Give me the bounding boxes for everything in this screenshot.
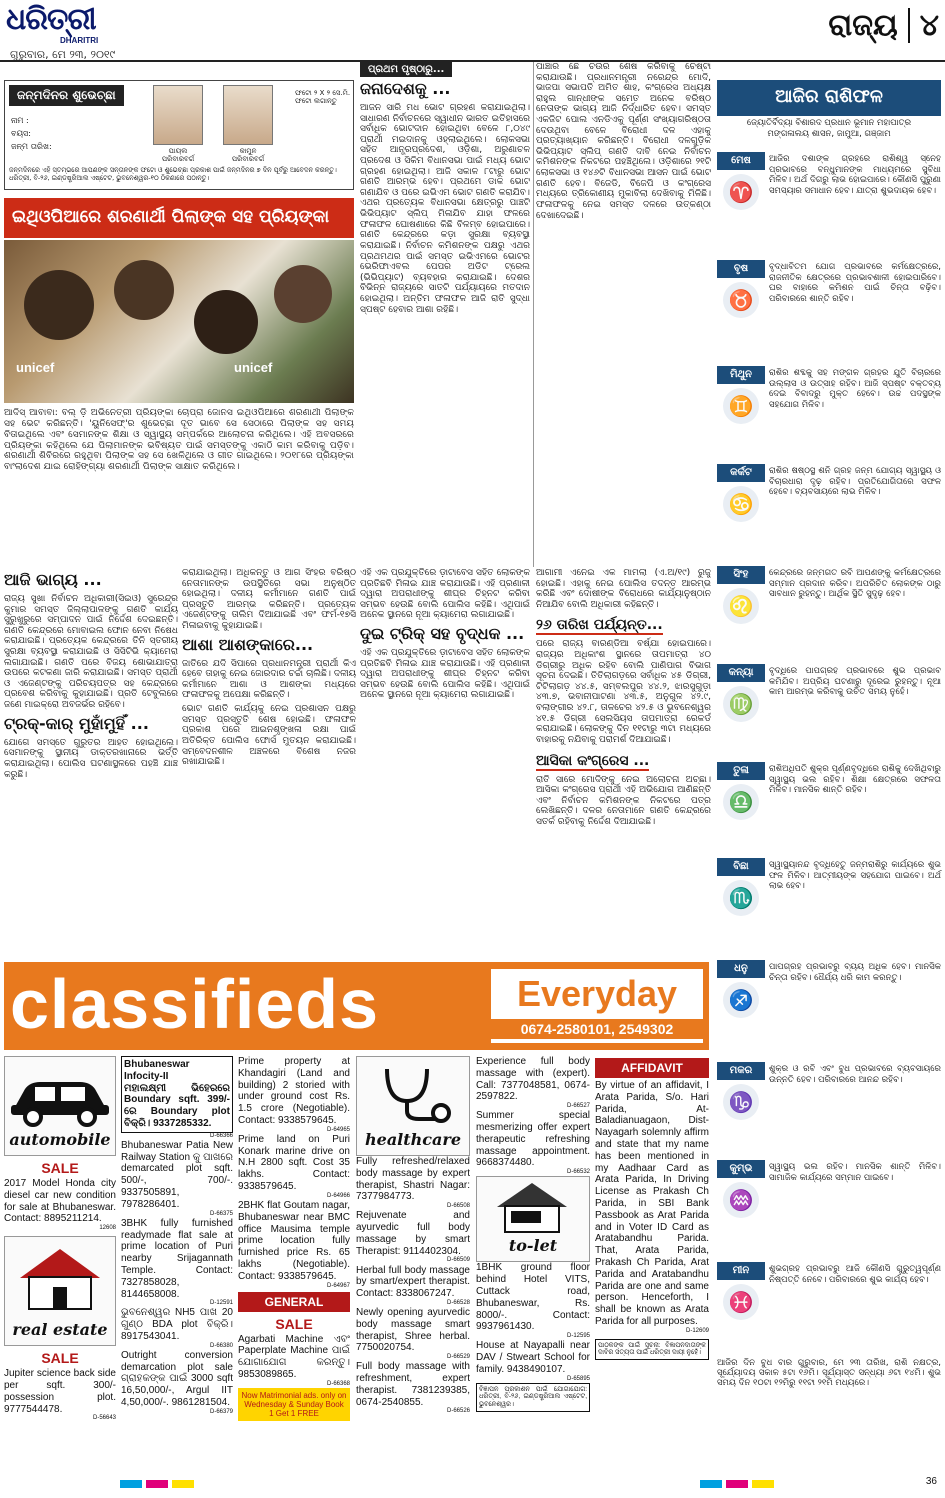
automobile-label: automobile (9, 1130, 111, 1149)
ad-code: D-64965 (326, 1126, 350, 1133)
sign-simha (717, 566, 941, 662)
sign-name: ତୁଳା (717, 762, 765, 780)
continued-column-2 (536, 62, 711, 567)
classified-column-1 (4, 1056, 116, 1476)
story-heading-truck-car: ଟ୍ରକ୍-କାର୍ ମୁହାଁମୁହିଁ ... (4, 713, 149, 733)
newspaper-logo: ଧରିତ୍ରୀ (6, 2, 96, 37)
ad-code: D-66375 (209, 1210, 233, 1217)
ad-code: D-66528 (446, 1299, 470, 1306)
classifieds-banner (4, 962, 709, 1050)
ad-code: D-66529 (446, 1354, 470, 1361)
classified-column-5 (476, 1056, 590, 1476)
kid-photo-2 (223, 85, 273, 145)
birthday-title: ଜନ୍ମଦିନର ଶୁଭେଚ୍ଛା (9, 85, 124, 106)
sagittarius-icon: ♐ (723, 982, 759, 1018)
story-body-aska: ରାତି ସାରେ ମୋଦିଙ୍କୁ ନେଇ ଅଲୋଚନା ଅଚ୍ଛା। ଆସିକା କଂଗ୍ରେସ ପ୍ରାର୍ଥୀ ଏହି ଅଭିଯୋଗ ଆଣିଛନ୍ତି ଏବଂ ନିର୍ବାଚନ କମିଶନଙ୍କ ନିକଟରେ ପତ୍ର ଲେଖିଛନ୍ତି। ଦଳର ନେତାମାନେ ଗଣତି କେନ୍ଦ୍ରରେ ସତର୍କ ରହିବାକୁ ନିର୍ଦ୍ଦେଶ ଦିଆଯାଇଛି। (536, 774, 711, 827)
ad-affidavit: By virtue of an affidavit, I Arata Parida, S/o. Hari Parida, At-Baladianuagaon, Dist-Nayagarh solemnly affirm and state that my name has been mentioned in my Aadhaar Card as Arata Parida, In Driving License as Prakash Ch Parida, in SBI Bank Passbook as Arat Parida and in Voter ID Card as Aratabandhu Parida. That, Arata Parida, Prakash Ch Parida, Arat Parida and Aratabandhu Parida are one and same person. Henceforth, I shall be known as Arata Parida for all purposes. (595, 1080, 709, 1327)
ad-conversion-plot: Outright conversion demarcation plot sale ଗ୍ରାହକଙ୍କ ପାଇଁ 3000 sqft 16,50,000/-, Argul IIT 4,50,000/-. 9861281504. (121, 1349, 233, 1409)
ad-jupiter-plot: Jupiter science back side per sqft. 300/- possession plot. 9777544478. (4, 1368, 116, 1415)
capricorn-icon: ♑ (723, 1084, 759, 1120)
ad-massage-4: Newly opening ayurvedic body massage smart therapist, Shree herbal. 7750020754. (356, 1307, 470, 1354)
sign-text: ବୃଦ୍ଧିରେ ପାପଗ୍ରହ ପ୍ରଭାବରେ ଶୁଭ ପ୍ରଭାବ କମିଯିବ। ଅପ୍ରିୟ ଘଟଣାରୁ ଦୂରେଇ ରୁହନ୍ତୁ। ନୂଆ କାମ ଆରମ୍ଭ କରିବାକୁ ଉଚିତ ସମୟ ନୁହେଁ। (769, 666, 941, 698)
story-body-dui-trick: ଏହି ଏକ ପ୍ରଯୁକ୍ତିରେ ଡ଼ାଟାବେସ ସହିତ ଲୋକଙ୍କ ପ୍ରତିଛବି ମିଳାଇ ଯାଞ୍ଚ କରାଯାଉଛି। ଏହି ପ୍ରଣାଳୀ ଦ୍ୱାରା ଅପରାଧୀଙ୍କୁ ଶୀଘ୍ର ଚିହ୍ନଟ କରିବା ସମ୍ଭବ ହେଉଛି ବୋଲି ପୋଲିସ କହିଛି। ଏଥିପାଇଁ ଅନେକ ସ୍ଥାନରେ ନୂଆ କ୍ୟାମେରା ଲଗାଯାଇଛି। (360, 648, 530, 701)
story-body-col4: ଆଗାମୀ ଏନେଇ ଏକ ମାମଲା (ଏ.ଅ/୧୯) ରୁଜୁ ହୋଇଛି। ଏହାକୁ ନେଇ ପୋଲିସ ତଦନ୍ତ ଆରମ୍ଭ କରିଛି ଏବଂ ଦୋଷୀଙ୍କ ବିରୋଧରେ କାର୍ଯ୍ୟାନୁଷ୍ଠାନ ନିଆଯିବ ବୋଲି ଅଧିକାରୀ କହିଛନ୍ତି। (536, 568, 711, 610)
classified-column-4 (356, 1056, 470, 1476)
to-let-image (476, 1176, 590, 1262)
ad-puri-konark: Prime land on Puri Konark marine drive on N.H 2800 sqft. Cost 35 lakhs. Contact: 9338579645. (238, 1133, 350, 1193)
lead-headline: ଇଥିଓପିଆରେ ଶରଣାର୍ଥୀ ପିଲାଙ୍କ ସହ ପ୍ରିୟଙ୍କା (4, 198, 354, 238)
birthday-field-dob: ଜନ୍ମ ତାରିଖ: (11, 141, 52, 151)
healthcare-label: healthcare (365, 1130, 461, 1149)
stethoscope-icon (357, 1061, 467, 1125)
section-page-number: ୪ (919, 7, 939, 43)
lead-photo (4, 240, 354, 403)
rashifal-intro: ଜ୍ୟୋତିର୍ବିଦ୍ୟା ବିଶାରଦ ପ୍ରଧାନ ଭୂମାନ ମହାପାତ୍ର ମଙ୍ଗଳାଲୟ ଶାସନ, ଜାମୁଆ, ଗଞ୍ଜାମ (746, 118, 912, 140)
pisces-icon: ♓ (723, 1284, 759, 1320)
section-name: ରାଜ୍ୟ (828, 8, 909, 43)
story-body-26-date: ପରେ ରାଜ୍ୟ ବାରଣ୍ଡିଆ ବର୍ଷ୍ଯା ହୋଇପାରେ। ରାଜ୍ୟର ଅଧିକାଂଶ ସ୍ଥାନରେ ତାପମାତ୍ରା ୪୦ ଡିଗ୍ରୀରୁ ଅଧିକ ରହିବ ବୋଲି ପାଣିପାଗ ବିଭାଗ ସୂଚନା ଦେଇଛି। ତିତିଲାଗଡ଼ରେ ସର୍ବାଧିକ ୪୫ ଡିଗ୍ରୀ, ଟିଟିଲାଗଡ଼ ୪୪.୫, ସମ୍ବଲପୁର ୪୪.୨, ଝାରସୁଗୁଡ଼ା ୪୩.୭, ଭବାନୀପାଟଣା ୪୩.୫, ଅନୁଗୁଳ ୪୨.୯, ବଲାଙ୍ଗୀର ୪୨.୮, ତାଳଚେର ୪୨.୫ ଓ ଭୁବନେଶ୍ୱର ୪୧.୫ ଡିଗ୍ରୀ ସେଲସିୟସ ତାପମାତ୍ରା ରେକର୍ଡ କରାଯାଇଛି। ଲୋକଙ୍କୁ ଦିନ ୧୧ଟାରୁ ୩ଟା ମଧ୍ୟରେ ବାହାରକୁ ନଯିବାକୁ ପରାମର୍ଶ ଦିଆଯାଇଛି। (536, 639, 711, 745)
unicef-shirt-text-2: unicef (234, 360, 273, 375)
ad-1bhk: 1BHK ground floor behind Hotel VITS, Cuttack road, Bhubaneswar, Rs. 8000/-. Contact: 9937961430. (476, 1262, 590, 1333)
story-body-col3: ଏହି ଏକ ପ୍ରଯୁକ୍ତିରେ ଡ଼ାଟାବେସ ସହିତ ଲୋକଙ୍କ ପ୍ରତିଛବି ମିଳାଇ ଯାଞ୍ଚ କରାଯାଉଛି। ଏହି ପ୍ରଣାଳୀ ଦ୍ୱାରା ଅପରାଧୀଙ୍କୁ ଶୀଘ୍ର ଚିହ୍ନଟ କରିବା ସମ୍ଭବ ହେଉଛି ବୋଲି ପୋଲିସ କହିଛି। ଏଥିପାଇଁ ଅନେକ ସ୍ଥାନରେ ନୂଆ କ୍ୟାମେରା ଲଗାଯାଇଛି। (360, 568, 530, 621)
libra-icon: ♎ (723, 784, 759, 820)
sign-text: ସ୍ୱାସ୍ଥ୍ୟ ଭଲ ରହିବ। ମାନସିକ ଶାନ୍ତି ମିଳିବ। ସାମାଜିକ କାର୍ଯ୍ୟରେ ସମ୍ମାନ ପାଇବେ। (769, 1162, 941, 1183)
lower-column-2 (182, 568, 356, 958)
rashifal-footer-text: ଆଜିର ଦିନ ବୁଧ ବାର ଗୁରୁବାର, ମେ ୨୩ ତାରିଖ, ରାଶି ନକ୍ଷତ୍ର, ସୂର୍ଯ୍ୟୋଦୟ ସକାଳ ୫ଟା ୧୬ମି। ସୂର୍ଯ୍ୟାସ୍ତ ସନ୍ଧ୍ୟା ୬ଟା ୧୪ମି। ଶୁଭ ସମୟ ଦିନ ୧୦ଟା ୧୨ମିରୁ ୧୧ଟା ୨୧ମି ମଧ୍ୟରେ। (717, 1358, 941, 1389)
masthead (0, 0, 945, 62)
ad-massage-7: Summer special mesmerizing offer expert therapeutic refreshing massage appointment. 9668374480. (476, 1110, 590, 1169)
sale-label: SALE (41, 1350, 79, 1367)
ad-khandagiri: Prime property at Khandagiri (Land and building) 2 storied with under ground cost Rs. 1.5 crore (Negotiable). Contact: 9338579645. (238, 1056, 350, 1126)
folio-number: 36 (925, 1476, 937, 1487)
ad-honda-city: 2017 Model Honda city diesel car new condition for sale at Bhubaneswar. Contact: 8895211214. (4, 1178, 116, 1225)
sign-name: ସିଂହ (717, 566, 765, 584)
leo-icon: ♌ (723, 588, 759, 624)
sign-dhanu (717, 960, 941, 1060)
story-body-col2-b: ଭୋଟ ଗଣତି କାର୍ଯ୍ୟକୁ ନେଇ ପ୍ରଶାସନ ପକ୍ଷରୁ ସମସ୍ତ ପ୍ରସ୍ତୁତି ଶେଷ ହୋଇଛି। ଫଳାଫଳ ପ୍ରକାଶ ପରେ ଆଇନଶୃଙ୍ଖଳା ରକ୍ଷା ପାଇଁ ଅତିରିକ୍ତ ପୋଲିସ ଫୋର୍ସ ମୁତୟନ କରାଯାଇଛି। ସମ୍ବେଦନଶୀଳ ଅଞ୍ଚଳରେ ବିଶେଷ ନଜର ରଖାଯାଇଛି। (182, 704, 356, 768)
ad-code: D-56643 (92, 1415, 116, 1422)
birthday-field-name: ନାମ : (11, 116, 29, 125)
ad-code: D-64967 (326, 1282, 350, 1289)
sign-text: ପାପଗ୍ରହ ପ୍ରଭାବରୁ ବ୍ୟୟ ଅଧିକ ହେବ। ମାନସିକ ଚିନ୍ତା ରହିବ। ଧୈର୍ଯ୍ୟ ଧରି କାମ କରନ୍ତୁ। (769, 962, 941, 983)
sign-kanya (717, 664, 941, 760)
column-rule (533, 62, 534, 567)
ad-contact-box: ବିଜ୍ଞାପନ ପ୍ରକାଶନ ପାଇଁ ଯୋଗାଯୋଗ: ଧରିତ୍ରୀ, ବି-୨୬, ଇଣ୍ଡଷ୍ଟ୍ରିଆଲ ଏଷ୍ଟେଟ, ଭୁବନେଶ୍ୱର। (476, 1383, 590, 1412)
registration-mark-magenta (726, 1480, 748, 1488)
sign-kumbha (717, 1160, 941, 1256)
real-estate-label: real estate (12, 1320, 108, 1340)
story-body-col2: କରାଯାଇଥିଲା। ଅଧିକନ୍ତୁ ଓ ଆଗ ସିଂହର ବରିଷ୍ଠ ନେତାମାନଙ୍କ ଉପସ୍ଥିତିରେ ସଭା ଅନୁଷ୍ଠିତ ହୋଇଥିଲା। ଦଳୀୟ କର୍ମୀମାନେ ଗଣତି ପାଇଁ ପ୍ରସ୍ତୁତି ଆରମ୍ଭ କରିଛନ୍ତି। ପ୍ରତ୍ୟେକ ଏଜେଣ୍ଟଙ୍କୁ ତାଲିମ ଦିଆଯାଇଛି ଏବଂ ଫର୍ମ-୧୭ସି ମିଳାଇବାକୁ କୁହାଯାଇଛି। (182, 568, 356, 632)
gemini-icon: ♊ (723, 388, 759, 424)
cancer-icon: ♋ (723, 486, 759, 522)
kid-caption-2: କାମୁନ ପରିବାରବର୍ଗ (231, 147, 265, 164)
lead-body-text: ଆଦିସ୍ ଆବାବା: ବଲ୍ ଡ଼ି ଅଭିନେତ୍ରୀ ପ୍ରିୟଙ୍କା ଚୋପ୍ରା ଜୋନସ ଇଥିଓପିଆରେ ଶରଣାର୍ଥୀ ପିଲାଙ୍କ ସହ ଭେଟ କରିଛନ୍ତି। 'ୟୁନିସେଫ୍'ର ଶୁଭେଚ୍ଛା ଦୂତ ଭାବେ ସେ ସେଠାରେ ପିଲାଙ୍କ ସହ ସମୟ ବିତାଇଥିଲେ ଏବଂ ସେମାନଙ୍କ ଶିକ୍ଷା ଓ ସ୍ୱାସ୍ଥ୍ୟ ସମ୍ପର୍କରେ ଆଲୋଚନା କରିଥିଲେ। ଏହି ଅବସରରେ ପ୍ରିୟଙ୍କା କହିଥିଲେ ଯେ ପିଲାମାନଙ୍କ ଭବିଷ୍ୟତ ପାଇଁ ସମସ୍ତଙ୍କୁ ଏକାଠି କାମ କରିବାକୁ ପଡ଼ିବ। ଶରଣାର୍ଥୀ ଶିବିରରେ ରହୁଥିବା ପିଲାଙ୍କ ସହ ସେ ଖେଳିଥିଲେ ଓ ଗୀତ ଗାଇଥିଲେ। ୨୦୧୮ରେ ପ୍ରିୟଙ୍କା ବାଂଲାଦେଶ ଯାଇ ରୋହିଙ୍ଗ୍ୟା ଶରଣାର୍ଥୀ ପିଲାଙ୍କ ସାକ୍ଷାତ କରିଥିଲେ। (4, 408, 354, 473)
story-heading-janadesh: ଜନାଦେଶକୁ ... (360, 79, 451, 98)
story-body-janadesh-cont: ପାଞ୍ଚାର ଛେ ଚଉର ଶେଷ କରିବାକୁ ଚେଷ୍ଟା କରାଯାଉଛି। ପ୍ରଧାନମନ୍ତ୍ରୀ ନରେନ୍ଦ୍ର ମୋଦି, ଭାଜପା ସଭାପତି ଅମିତ ଶାହ, କଂଗ୍ରେସ ଅଧ୍ୟକ୍ଷ ରାହୁଲ ଗାନ୍ଧୀଙ୍କ ସମେତ ଅନେକ ବରିଷ୍ଠ ନେତାଙ୍କ ଭାଗ୍ୟ ଆଜି ନିର୍ଦ୍ଧାରିତ ହେବ। ସମସ୍ତ ଏକଜିଟ ପୋଲ ଏନଡିଏକୁ ପୂର୍ଣ୍ଣ ସଂଖ୍ୟାଗରିଷ୍ଠତା ଦେଉଥିବା ବେଳେ ବିରୋଧୀ ଦଳ ଏହାକୁ ପ୍ରତ୍ୟାଖ୍ୟାନ କରିଛନ୍ତି। ବିରୋଧୀ ଦଳଗୁଡ଼ିକ ଭିଭିପ୍ୟାଟ ସ୍ଲିପ୍ ଗଣତି ଦାବି ନେଇ ନିର୍ବାଚନ କମିଶନଙ୍କ ନିକଟରେ ପହଞ୍ଚିଥିଲେ। ଓଡ଼ିଶାରେ ୨୧ଟି ଲୋକସଭା ଓ ୧୪୬ଟି ବିଧାନସଭା ଆସନ ପାଇଁ ଭୋଟ ଗଣତି ହେବ। ବିଜେଡି, ବିଜେପି ଓ କଂଗ୍ରେସ ମଧ୍ୟରେ ତ୍ରିକୋଣୀୟ ମୁକାବିଲା ଦେଖିବାକୁ ମିଳିଛି। ଫଳାଫଳକୁ ନେଇ ସମସ୍ତ ଦଳରେ ଉତ୍କଣ୍ଠା ଦେଖାଦେଇଛି। (536, 62, 711, 221)
lower-column-4 (536, 568, 711, 958)
sign-name: ମୀନ (717, 1262, 765, 1280)
sign-name: କୁମ୍ଭ (717, 1160, 765, 1178)
sign-text: ସ୍ୱାସ୍ଥ୍ୟାନନ୍ଦ ବୃଦ୍ଧିହେତୁ ଜନ୍ମରାଶିରୁ କାର୍ଯ୍ୟରେ ଶୁଭ ଫଳ ମିଳିବ। ଆତ୍ମୀୟଙ୍କ ସହଯୋଗ ପାଇବେ। ଅର୍ଥ ଲାଭ ହେବ। (769, 860, 941, 892)
kid-caption-1: ପାୟଲ ପରିବାରବର୍ଗ (161, 147, 195, 164)
sign-brusha (717, 260, 941, 364)
ad-code: D-66366 (209, 1132, 233, 1139)
registration-mark-magenta (146, 1480, 168, 1488)
sign-name: ମିଥୁନ (717, 366, 765, 384)
ad-title-infocity: Bhubaneswar Infocity-II (124, 1059, 190, 1082)
virgo-icon: ♍ (723, 686, 759, 722)
story-body-truck-car: ଯୋଗେ ସମସ୍ତେ ଗୁରୁତର ଆହତ ହୋଇଥିଲେ। ସେମାନଙ୍କୁ ସ୍ଥାନୀୟ ଡାକ୍ତରଖାନାରେ ଭର୍ତ୍ତି କରାଯାଇଥିଲା। ପୋଲିସ ଘଟଣାସ୍ଥଳରେ ପହଞ୍ଚି ଯାଞ୍ଚ କରୁଛି। (4, 737, 178, 780)
sign-text: ବୃଦ୍ଧାବିତମ ଯୋଗ ପ୍ରଭାବରେ କର୍ମକ୍ଷେତ୍ରରେ, ରାଜନୀତିକ କ୍ଷେତ୍ରରେ ପ୍ରଭାବଶାଳୀ ହୋଇପାରିବେ। ଘର ବାହାରେ କମିଶନ ପାଇଁ ଚିନ୍ତା ବଢ଼ିବ। ପରିବାରରେ ଶାନ୍ତି ରହିବ। (769, 262, 941, 305)
classifieds-word: classifieds (10, 965, 379, 1043)
classified-column-3 (238, 1056, 350, 1476)
to-let-label: to-let (508, 1236, 558, 1256)
ad-code: 12608 (99, 1225, 116, 1232)
sign-karkata (717, 464, 941, 560)
ad-agarbati: Agarbati Machine ଏବଂ Paperplate Machine ପାଇଁ ଯୋଗାଯୋଗ କରନ୍ତୁ। 9853089865. (238, 1333, 350, 1380)
sign-text: ଶୁକ୍ର ଓ ରବି ଏବଂ ବୁଧ ପ୍ରଭାବରେ ବ୍ୟବସାୟରେ ଉନ୍ନତି ହେବ। ପରିବାରରେ ଆନନ୍ଦ ରହିବ। (769, 1064, 941, 1085)
story-heading-asha: ଆଶା ଆଶଙ୍କାରେ... (182, 634, 314, 654)
sign-name: ମେଷ (717, 152, 765, 170)
aries-icon: ♈ (723, 174, 759, 210)
ad-code: D-64966 (326, 1192, 350, 1199)
rashifal-footer (717, 1358, 941, 1470)
ad-code: D-12609 (685, 1327, 709, 1334)
sign-makara (717, 1062, 941, 1158)
sign-name: କର୍କଟ (717, 464, 765, 482)
ad-box-infocity (121, 1056, 233, 1133)
story-body-asha: ଜାତିରେ ଯଦି ସିପାରେ ପ୍ରଧାନମନ୍ତ୍ରୀ ପ୍ରାର୍ଥୀ କିଏ ହେବେ ତାହାକୁ ନେଇ ଜୋରଦାର ଚର୍ଚ୍ଚା ଚାଲିଛି। ଦଳୀୟ କର୍ମୀମାନେ ଆଶା ଓ ଆଶଙ୍କା ମଧ୍ୟରେ ଫଳାଫଳକୁ ଅପେକ୍ଷା କରିଛନ୍ତି। (182, 658, 356, 701)
general-heading: GENERAL (238, 1292, 350, 1312)
ad-code: D-65895 (566, 1375, 590, 1382)
to-let-house-icon (477, 1179, 587, 1235)
taurus-icon: ♉ (723, 282, 759, 318)
sign-name: ବିଛା (717, 858, 765, 876)
ad-massage-1: Fully refreshed/relaxed body massage by expert therapist, Shastri Nagar: 7377984773. (356, 1156, 470, 1203)
story-body-janadesh: ଆଜନ ସାରି ମଧ ଭୋଟ ଗ୍ରହଣ କରାଯାଇଥିଲା। ସାଧାରଣ ନିର୍ବାଚନରେ ସ୍ୱାଧୀନ ଭାରତ ଇତିହାସରେ ସର୍ବାଧିକ ଭୋଟଦାନ ହୋଇଥିବା ବେଳେ ୮,୦୪୯ ପ୍ରାର୍ଥୀ ମଇଦାନକୁ ଓହ୍ଲାଇଥିଲେ। ଲୋକସଭା ସହିତ ଆନ୍ଧ୍ରପ୍ରଦେଶ, ଓଡ଼ିଶା, ଅରୁଣାଚଳ ପ୍ରଦେଶ ଓ ସିକିମ ବିଧାନସଭା ପାଇଁ ମଧ୍ୟ ଭୋଟ ଗ୍ରହଣ ହୋଇଥିଲା। ଆଜି ସକାଳ ୮ଟାରୁ ଭୋଟ ଗଣତି ଆରମ୍ଭ ହେବ। ପ୍ରଥମେ ଡାକ ଭୋଟ ଗଣାଯିବ ଓ ପରେ ଇଭିଏମ ଭୋଟ ଗଣତି କରାଯିବ। ଏଥର ପ୍ରତ୍ୟେକ ବିଧାନସଭା କ୍ଷେତ୍ରରୁ ପାଞ୍ଚଟି ଭିଭିପ୍ୟାଟ ସ୍ଲିପ୍ ମିଳାଯିବ ଯାହା ଫଳରେ ଫଳାଫଳ ଘୋଷଣାରେ କିଛି ବିଳମ୍ବ ହୋଇପାରେ। ଗଣତି କେନ୍ଦ୍ରରେ କଡ଼ା ସୁରକ୍ଷା ବ୍ୟବସ୍ଥା କରାଯାଇଛି। ନିର୍ବାଚନ କମିଶନଙ୍କ ପକ୍ଷରୁ ଏଥର ପ୍ରଥମଥର ପାଇଁ ସମସ୍ତ ଇଭିଏମରେ ଭୋଟର ଭେରିଫାଏବଲ ପେପର ଅଡିଟ ଟ୍ରେଲ (ଭିଭିପ୍ୟାଟ) ବ୍ୟବହାର କରାଯାଇଛି। ଦେଶର ବିଭିନ୍ନ ରାଜ୍ୟରେ ସାତଟି ପର୍ଯ୍ୟାୟରେ ମତଦାନ ହୋଇଥିଲା। ଅନ୍ତିମ ଫଳାଫଳ ଆଜି ରାତି ସୁଦ୍ଧା ସ୍ପଷ୍ଟ ହେବାର ଆଶା ରହିଛି। (360, 103, 530, 315)
sign-text: ରାଶିର ଷଷ୍ଠସ୍ଥ ଶନି ଗ୍ରହ ଜନ୍ମ ଯୋଗ୍ୟ ସ୍ୱାସ୍ଥ୍ୟ ଓ ବିଚାରଧାରା ଦୃଢ଼ ରହିବ। ପ୍ରତିଯୋଗିତାରେ ସଫଳ ହେବେ। ବ୍ୟବସାୟରେ ଲାଭ ମିଳିବ। (769, 466, 941, 498)
sign-meena (717, 1262, 941, 1352)
lower-column-3 (360, 568, 530, 958)
story-body-bhagya: ରାଜ୍ୟ ସୁଖା ନିର୍ବାଚନ ଅଧିକାରୀ(ସିଇଓ) ସୁରେନ୍ଦ୍ର କୁମାର ସମସ୍ତ ଜିଲ୍ଲାପାଳଙ୍କୁ ଗଣତି କାର୍ଯ୍ୟ ସୁରୁଖୁରୁରେ ସମ୍ପାଦନ ପାଇଁ ନିର୍ଦ୍ଦେଶ ଦେଇଛନ୍ତି। ଗଣତି କେନ୍ଦ୍ରରେ ମୋବାଇଲ ଫୋନ ନେବା ନିଷେଧ କରାଯାଇଛି। ପ୍ରତ୍ୟେକ କେନ୍ଦ୍ରରେ ତିନି ସ୍ତରୀୟ ସୁରକ୍ଷା ବ୍ୟବସ୍ଥା କରାଯାଇଛି ଓ ସିସିଟିଭି କ୍ୟାମେରା ଲଗାଯାଇଛି। ଗଣତି ପରେ ବିଜୟ ଶୋଭାଯାତ୍ରା ଉପରେ କଟକଣା ଜାରି କରାଯାଇଛି। ସମସ୍ତ ପ୍ରାର୍ଥୀ ଓ ଏଜେଣ୍ଟଙ୍କୁ ପରିଚୟପତ୍ର ସହ କେନ୍ଦ୍ରରେ ପ୍ରବେଶ କରିବାକୁ କୁହାଯାଇଛି। ପ୍ରତି ଟେବୁଲରେ ଜଣେ ମାଇକ୍ରୋ ଅବଜର୍ଭର ରହିବେ। (4, 594, 178, 711)
sale-label: SALE (41, 1160, 79, 1176)
healthcare-image (356, 1056, 470, 1156)
unicef-shirt-text-1: unicef (16, 360, 55, 375)
house-icon (5, 1243, 115, 1313)
affidavit-heading: AFFIDAVIT (595, 1058, 709, 1078)
registration-mark-cyan (700, 1480, 722, 1488)
ad-nayapalli-house: House at Nayapalli near DAV / Stweart School for family. 9438490107. (476, 1340, 590, 1375)
reader-notice: ପାଠକଙ୍କ ପାଇଁ ସୂଚନା: ବିଜ୍ଞାପନଦାତାଙ୍କ ଦାବିର ସତ୍ୟତା ପାଇଁ ଧରିତ୍ରୀ ଦାୟୀ ନୁହେଁ। (595, 1339, 709, 1360)
ad-code: D-66508 (446, 1203, 470, 1210)
sign-text: କେନ୍ଦ୍ରରେ ଜନ୍ମଗତ ରବି ଆପଣଙ୍କୁ କର୍ମକ୍ଷେତ୍ରରେ ସମ୍ମାନ ପ୍ରଦାନ କରିବ। ଅପରିଚିତ ଲୋକଙ୍କ ଠାରୁ ସାବଧାନ ରୁହନ୍ତୁ। ଆର୍ଥିକ ସ୍ଥିତି ସୁଦୃଢ଼ ହେବ। (769, 568, 941, 600)
registration-mark-cyan (120, 1480, 142, 1488)
car-icon (5, 1067, 115, 1127)
sign-name: ଧନୁ (717, 960, 765, 978)
continued-tag: ପ୍ରଥମ ପୃଷ୍ଠାରୁ... (360, 62, 452, 77)
story-heading-dui-trick: ଦୁଇ ଟ୍ରିକ୍ ସହ ବୃଦ୍ଧକ ... (360, 624, 525, 644)
registration-mark-yellow (172, 1480, 194, 1488)
sign-text: ଆଜିର ଦଶାଙ୍କ ଗ୍ରହରେ ରାଶିଶ୍ୱ ସ୍ନେହ ପ୍ରଭାବରେ ବନ୍ଧୁମାନଙ୍କ ମାଧ୍ୟମରେ ସୁବିଧା ମିଳିବ। ଅର୍ଥ ଦିଗରୁ ଲାଭ ହୋଇପାରେ। କୌଣସି ପୁରୁଣା ସମସ୍ୟାର ସମାଧାନ ହେବ। ଯାତ୍ରା ଶୁଭଦାୟକ ହେବ। (769, 154, 941, 197)
story-heading-aska: ଆସିକା କଂଗ୍ରେସ ... (536, 752, 650, 769)
sign-name: କନ୍ୟା (717, 664, 765, 682)
sign-tula (717, 762, 941, 858)
classifieds-phone: 0674-2580101, 2549302 (491, 1019, 703, 1039)
sign-name: ବୃଷ (717, 260, 765, 278)
ad-goutam-nagar: 2BHK flat Goutam nagar, Bhubaneswar near BMC office Mausima temple prime location fully furnished price Rs. 65 lakhs (Negotiable). Contact: 9338579645. (238, 1199, 350, 1282)
ad-massage-5: Full body massage with refreshment, expert therapist. 7381239385, 0674-2540855. (356, 1361, 470, 1408)
rashifal-title: ଆଜିର ରାଶିଫଳ (717, 80, 941, 116)
story-heading-26-date: ୨୬ ତାରିଖ ପର୍ଯ୍ୟନ୍ତ... (536, 617, 663, 634)
sign-text: ରାଶିର ଶବ୍ଦକୁ ସହ ମଙ୍ଗଳ ଗ୍ରହର ଯୁତି ବିଚାରରେ ଉଲ୍ଲାସ ଓ ଉତ୍ସାହ ରହିବ। ଆଜି ସ୍ପଷ୍ଟ ବକ୍ତବ୍ୟ ଦେଇ ବିବାଦରୁ ମୁକ୍ତ ହେବେ। ଉଚ୍ଚ ପଦସ୍ଥଙ୍କ ସହଯୋଗ ମିଳିବ। (769, 368, 941, 411)
sign-bichha (717, 858, 941, 956)
ad-code: D-66368 (326, 1380, 350, 1387)
kid-photo-1 (153, 85, 203, 145)
photo-note: ଫଟୋ ୨ X ୨ ସେ.ମି. ଫଟୋ ଲଗାନ୍ତୁ (295, 89, 351, 106)
ad-massage-3: Herbal full body massage by smart/expert therapist. Contact: 8338067247. (356, 1264, 470, 1300)
birthday-field-age: ବୟସ: (11, 128, 31, 138)
matrimonial-note: Now Matrimonial ads. only on Wednesday & Sunday Book 1 Get 1 FREE (238, 1388, 350, 1421)
everyday-word: Everyday (516, 973, 678, 1014)
sign-mithuna (717, 366, 941, 456)
sale-label: SALE (275, 1315, 313, 1332)
everyday-box (490, 968, 704, 1044)
real-estate-image (4, 1236, 116, 1346)
ad-code: D-66532 (566, 1169, 590, 1176)
registration-mark-yellow (752, 1480, 774, 1488)
continued-column-1 (360, 62, 530, 567)
birthday-footer: ଜନ୍ମଦିନରେ ଏହି ସ୍ତମ୍ଭରେ ଆପଣଙ୍କ ସନ୍ତାନଙ୍କ ଫଟୋ ଓ ଶୁଭେଚ୍ଛା ପ୍ରକାଶ ପାଇଁ ଜନ୍ମଦିନର ୭ ଦିନ ପୂର୍ବରୁ ଆବେଦନ କରନ୍ତୁ। ଧରିତ୍ରୀ, ବି-୨୬, ଇଣ୍ଡଷ୍ଟ୍ରିଆଲ ଏଷ୍ଟେଟ, ଭୁବନେଶ୍ୱର-୧୦ ଠିକଣାରେ ପଠାନ୍ତୁ। (9, 166, 337, 182)
story-heading-bhagya: ଆଜି ଭାଗ୍ୟ ... (4, 570, 102, 589)
birthday-box (4, 80, 354, 190)
sign-text: ରାଶିଅଧିପତି ଶୁକ୍ର ପୂର୍ଣ୍ଣବୃଦ୍ଧିରେ ରାଶିକୁ ଦେଖିଥିବାରୁ ସ୍ୱାସ୍ଥ୍ୟ ଭଲ ରହିବ। ଶିକ୍ଷା କ୍ଷେତ୍ରରେ ସଫଳତା ମିଳିବ। ମାନସିକ ଶାନ୍ତି ରହିବ। (769, 764, 941, 796)
ad-massage-2: Rejuvenate and ayurvedic full body massage by smart Therapist: 9114402304. (356, 1210, 470, 1257)
ad-code: D-12591 (209, 1300, 233, 1307)
ad-code: D-12595 (566, 1333, 590, 1340)
classified-column-2 (121, 1056, 233, 1476)
dateline: ଗୁରୁବାର, ମେ ୨୩, ୨୦୧୯ (10, 48, 116, 61)
ad-nh5-plot: ଭୁବନେଶ୍ୱର NH5 ପାଖ 20 ଗୁଣ୍ଠ BDA plot ବିକ୍ରି। 8917543041. (121, 1307, 233, 1342)
birthday-fields (11, 115, 52, 153)
ad-patia-plot: Bhubaneswar Patia New Railway Station କୁ ପାଖରେ demarcated plot sqft. 500/-, 700/-. 9337505891, 7978286401. (121, 1139, 233, 1210)
sign-text: ଶୁଭଗ୍ରହ ପ୍ରଭାବରୁ ଆଜି କୌଣସି ଗୁରୁତ୍ୱପୂର୍ଣ୍ଣ ନିଷ୍ପତ୍ତି ନେବେ। ପରିବାରରେ ଶୁଭ କାର୍ଯ୍ୟ ହେବ। (769, 1264, 941, 1285)
aquarius-icon: ♒ (723, 1182, 759, 1218)
sign-name: ମକର (717, 1062, 765, 1080)
classified-column-6 (595, 1056, 709, 1476)
newspaper-logo-sub: DHARITRI (60, 36, 99, 45)
ad-code: D-66380 (209, 1342, 233, 1349)
ad-code: D-66526 (446, 1408, 470, 1415)
lead-body (4, 408, 354, 558)
ad-puri-flat: 3BHK fully furnished readymade flat sale at prime location of Puri nearby Srijagannath Temple. Contact: 7327858028, 8144658008. (121, 1217, 233, 1300)
sign-mesha (717, 152, 941, 256)
automobile-image (4, 1056, 116, 1156)
scorpio-icon: ♏ (723, 880, 759, 916)
lower-column-1 (4, 568, 178, 958)
ad-code: D-66509 (446, 1257, 470, 1264)
ad-code: D-66379 (209, 1408, 233, 1415)
ad-infocity: ମହାଲକ୍ଷ୍ମୀ ଭିହେରରେ Boundary sqft. 399/-ରେ Boundary plot ବିକ୍ରି। 9337285332. (124, 1082, 230, 1129)
ad-code: D-66527 (566, 1103, 590, 1110)
ad-massage-6: Experience full body massage with (expert). Call: 7377048581, 0674-2597822. (476, 1056, 590, 1103)
section-label (828, 6, 939, 44)
